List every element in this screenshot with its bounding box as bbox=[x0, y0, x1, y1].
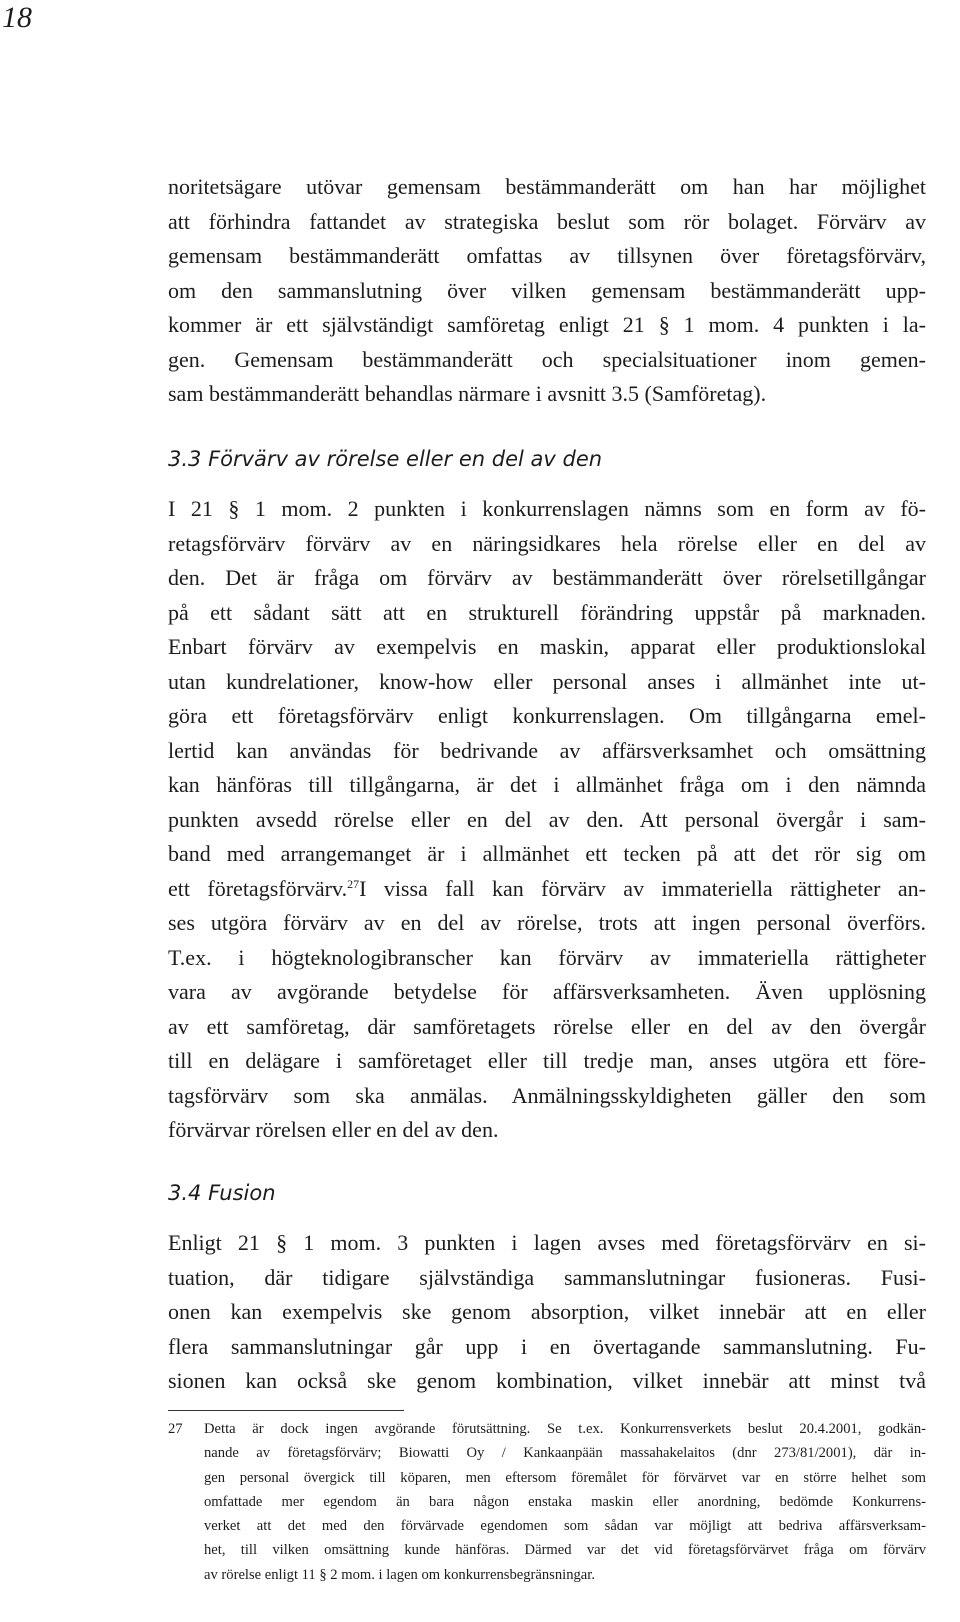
text-line: band med arrangemanget är i allmänhet ett tecken på att det rör sig om bbox=[168, 841, 926, 866]
footnote-line: Detta är dock ingen avgörande förutsättning. Se t.ex. Konkurrensverkets beslut 20.4.2001, godkän- bbox=[204, 1421, 926, 1437]
text-line: noritetsägare utövar gemensam bestämmanderätt om han har möjlighet bbox=[168, 174, 926, 199]
paragraph-acquisition-of-business bbox=[168, 492, 926, 1148]
footnote-line: av rörelse enligt 11 § 2 mom. i lagen om konkurrensbegränsningar. bbox=[204, 1566, 595, 1583]
text-line: till en delägare i samföretaget eller till tredje man, anses utgöra ett före- bbox=[168, 1048, 926, 1073]
text-line: att förhindra fattandet av strategiska beslut som rör bolaget. Förvärv av bbox=[168, 208, 926, 234]
text-line: sam bestämmanderätt behandlas närmare i avsnitt 3.5 (Samföretag). bbox=[168, 381, 767, 406]
text-fragment: I vissa fall kan förvärv av immateriella rättigheter an- bbox=[359, 875, 926, 901]
page-number: 18 bbox=[2, 1, 32, 34]
text-line: sionen kan också ske genom kombination, vilket innebär att minst två bbox=[168, 1368, 926, 1393]
text-line: Enbart förvärv av exempelvis en maskin, apparat eller produktionslokal bbox=[168, 634, 926, 659]
footnote-line: gen personal övergick till köparen, men eftersom föremålet för förvärvet var en större helhet som bbox=[204, 1469, 926, 1486]
text-line: ses utgöra förvärv av en del av rörelse, trots att ingen personal överförs. bbox=[168, 910, 926, 935]
text-line: förvärvar rörelsen eller en del av den. bbox=[168, 1117, 499, 1142]
text-line: på ett sådant sätt att en strukturell förändring uppstår på marknaden. bbox=[168, 599, 926, 625]
text-line: den. Det är fråga om förvärv av bestämmanderätt över rörelsetillgångar bbox=[168, 565, 926, 590]
text-line-with-footnote bbox=[168, 872, 926, 907]
paragraph-joint-control bbox=[168, 170, 926, 412]
footnote-line: omfattade mer egendom än bara någon enstaka maskin eller anordning, bedömde Konkurrens- bbox=[204, 1493, 926, 1510]
text-line: kommer är ett självständigt samföretag enligt 21 § 1 mom. 4 punkten i la- bbox=[168, 312, 926, 337]
text-line: tagsförvärv som ska anmälas. Anmälningsskyldigheten gäller den som bbox=[168, 1082, 926, 1108]
footnote-reference[interactable]: 27 bbox=[347, 876, 360, 891]
text-line: punkten avsedd rörelse eller en del av den. Att personal övergår i sam- bbox=[168, 806, 926, 832]
footnote-line: verket att det med den förvärvade egendomen som sådan var möjligt att bedriva affärsverksam- bbox=[204, 1518, 926, 1535]
text-line: göra ett företagsförvärv enligt konkurrenslagen. Om tillgångarna emel- bbox=[168, 703, 926, 728]
footnote-body bbox=[204, 1417, 926, 1587]
footnote-number: 27 bbox=[168, 1421, 183, 1437]
text-line: utan kundrelationer, know-how eller personal anses i allmänhet inte ut- bbox=[168, 668, 926, 694]
text-line: Enligt 21 § 1 mom. 3 punkten i lagen avses med företagsförvärv en si- bbox=[168, 1230, 926, 1255]
text-line: gemensam bestämmanderätt omfattas av tillsynen över företagsförvärv, bbox=[168, 243, 926, 268]
text-line: av ett samföretag, där samföretagets rörelse eller en del av den övergår bbox=[168, 1013, 926, 1039]
text-line: retagsförvärv förvärv av en näringsidkares hela rörelse eller en del av bbox=[168, 530, 926, 556]
text-line: vara av avgörande betydelse för affärsverksamheten. Även upplösning bbox=[168, 979, 926, 1004]
section-heading-3-4: 3.4 Fusion bbox=[168, 1181, 276, 1205]
footnote-line: nande av företagsförvärv; Biowatti Oy / Kankaanpään massahakelaitos (dnr 273/81/2001), där in- bbox=[204, 1445, 926, 1462]
text-line: I 21 § 1 mom. 2 punkten i konkurrenslagen nämns som en form av fö- bbox=[168, 496, 926, 521]
paragraph-merger bbox=[168, 1226, 926, 1399]
text-line: gen. Gemensam bestämmanderätt och specialsituationer inom gemen- bbox=[168, 346, 926, 372]
footnote-line: het, till vilken omsättning kunde hänföras. Därmed var det vid företagsförvärvet fråga om förvärv bbox=[204, 1542, 926, 1559]
text-fragment: ett företagsförvärv. bbox=[168, 875, 348, 901]
text-line: tuation, där tidigare självständiga sammanslutningar fusioneras. Fusi- bbox=[168, 1264, 926, 1290]
text-line: T.ex. i högteknologibranscher kan förvärv av immateriella rättigheter bbox=[168, 944, 926, 970]
text-line: flera sammanslutningar går upp i en övertagande sammanslutning. Fu- bbox=[168, 1333, 926, 1359]
text-line: lertid kan användas för bedrivande av affärsverksamhet och omsättning bbox=[168, 737, 926, 763]
footnote-27 bbox=[168, 1417, 926, 1587]
text-line: onen kan exempelvis ske genom absorption, vilket innebär att en eller bbox=[168, 1299, 926, 1324]
section-heading-3-3: 3.3 Förvärv av rörelse eller en del av den bbox=[168, 447, 603, 471]
text-line: om den sammanslutning över vilken gemensam bestämmanderätt upp- bbox=[168, 277, 926, 303]
text-line: kan hänföras till tillgångarna, är det i allmänhet fråga om i den nämnda bbox=[168, 772, 926, 797]
footnote-divider bbox=[168, 1410, 404, 1411]
